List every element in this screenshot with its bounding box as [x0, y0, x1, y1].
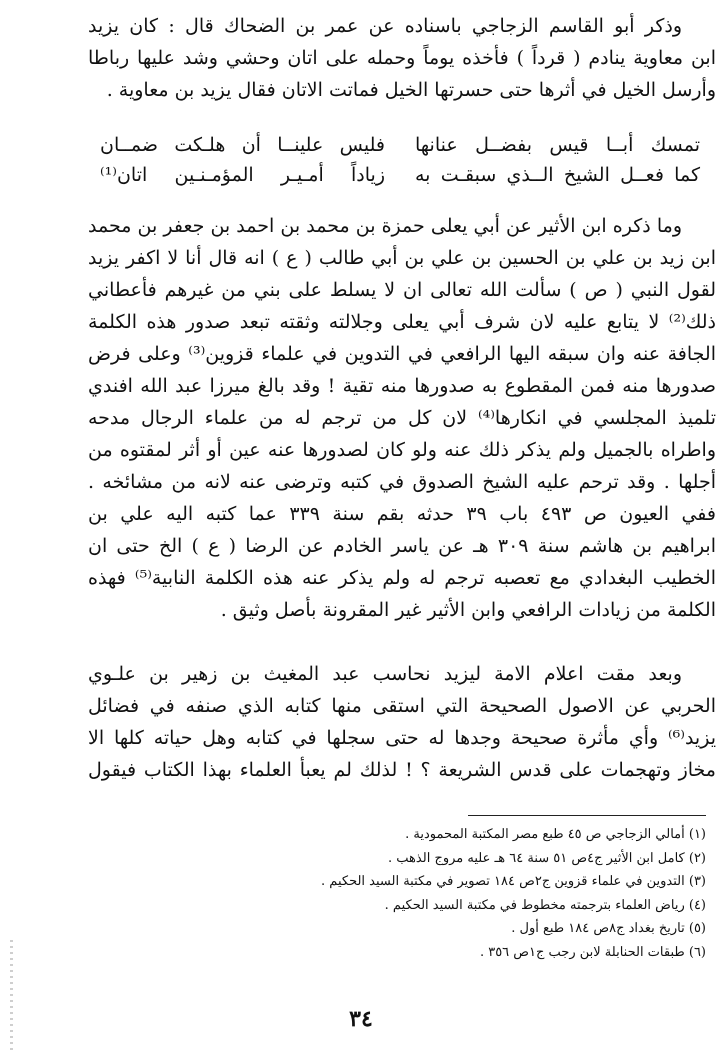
text-line: الكلمة من زيادات الرافعي وابن الأثير غير المقرونة بأصل وثيق . — [220, 599, 716, 621]
text-line: تلميذ المجلسي في انكارها⁽⁴⁾ لان كل من ترجم له من علماء الرجال مدحه — [88, 407, 716, 429]
text-line: ابن معاوية ينادم ( قرداً ) فأخذه يوماً وحمله على اتان وحشي وشد عليها رباطا — [88, 47, 716, 69]
scan-edge-mark — [10, 940, 13, 1050]
footnote: (١) أمالي الزجاجي ص ٤٥ طبع مصر المكتبة المحمودية . — [405, 827, 706, 842]
text-line: ذلك⁽²⁾ لا يتابع عليه لان شرف أبي يعلى وجلالته وثقته تبعد صدور هذه الكلمة — [88, 311, 716, 333]
text-line: الجافة عنه وان سبقه اليها الرافعي في التدوين في علماء قزوين⁽³⁾ وعلى فرض — [88, 343, 716, 365]
footnote-divider — [468, 815, 706, 816]
text-line: ابن زيد بن علي بن الحسين بن علي بن أبي طالب ( ع ) انه قال أنا لا اكفر يزيد — [88, 247, 716, 269]
text-line: وأرسل الخيل في أثرها حتى حسرتها الخيل فماتت الاتان فقال يزيد بن معاوية . — [106, 79, 716, 101]
text-line: مخاز وتهجمات على قدس الشريعة ؟ ! لذلك لم يعبأ العلماء بهذا الكتاب فيقول — [88, 759, 716, 781]
poem-verse — [100, 130, 700, 160]
text-line: أجلها . وقد ترحم عليه الشيخ الصدوق في كتبه وترضى عنه لانه من مشائخه . — [88, 471, 716, 493]
poem-hemistich-second: فليس علينــا أن هلـكت ضمــان — [100, 134, 385, 156]
footnote: (٣) التدوين في علماء قزوين ج٢ص ١٨٤ تصوير في مكتبة السيد الحكيم . — [321, 874, 706, 889]
text-line: وما ذكره ابن الأثير عن أبي يعلى حمزة بن محمد بن احمد بن جعفر بن محمد — [88, 215, 682, 237]
text-line: واطراه بالجميل ولم يذكر ذلك عنه ولو كان لصدورها عنه عين أو أثر لمقتوه من — [88, 439, 716, 461]
page-number: ٣٤ — [349, 1006, 373, 1032]
text-line: ففي العيون ص ٤٩٣ باب ٣٩ حدثه بقم سنة ٣٣٩ عما كتبه اليه علي بن — [88, 503, 716, 525]
paragraph-2 — [88, 210, 716, 626]
text-line: ابراهيم بن هاشم سنة ٣٠٩ هـ عن ياسر الخادم عن الرضا ( ع ) الخ حتى ان — [88, 535, 716, 557]
footnote: (٤) رياض العلماء بترجمته مخطوط في مكتبة السيد الحكيم . — [384, 897, 706, 913]
text-line: الحربي عن الاصول الصحيحة التي استقى منها كتابه الذي صنفه في فضائل — [88, 695, 716, 717]
footnotes — [180, 823, 706, 964]
poem-hemistich-second: زياداً أمـيـر المؤمـنـين اتان⁽¹⁾ — [100, 164, 385, 186]
poem-hemistich-first: تمسك أبــا قيس بفضــل عنانها — [415, 134, 700, 156]
text-line: الخطيب البغدادي مع تعصبه ترجم له ولم يذكر عنه هذه الكلمة النابية⁽⁵⁾ فهذه — [88, 567, 716, 589]
footnote: (٦) طبقات الحنابلة لابن رجب ج١ص ٣٥٦ . — [479, 944, 706, 960]
poem-hemistich-first: كما فعــل الشيخ الــذي سبقـت به — [415, 164, 700, 186]
text-line: يزيد⁽⁶⁾ وأي مأثرة صحيحة وجدها له حتى سجلها في كتابه وهل حياته كلها الا — [88, 727, 716, 749]
footnote: (٢) كامل ابن الأثير ج٤ص ٥١ سنة ٦٤ هـ عليه مروج الذهب . — [388, 850, 706, 866]
text-line: وذكر أبو القاسم الزجاجي باسناده عن عمر بن الضحاك قال : كان يزيد — [88, 15, 682, 37]
text-line: صدورها منه فمن المقطوع به صدورها منه تقية ! وقد بالغ ميرزا عبد الله افندي — [88, 375, 716, 397]
footnote: (٥) تاريخ بغداد ج٨ص ١٨٤ طبع أول . — [511, 921, 706, 936]
text-line: وبعد مقت اعلام الامة ليزيد نحاسب عبد المغيث بن زهير بن علـوي — [88, 663, 682, 685]
paragraph-1 — [88, 10, 716, 106]
paragraph-3 — [88, 658, 716, 786]
poem — [100, 130, 700, 190]
poem-verse — [100, 160, 700, 190]
text-line: لقول النبي ( ص ) سألت الله تعالى ان لا يسلط على بني من غيرهم فأعطاني — [88, 279, 716, 301]
